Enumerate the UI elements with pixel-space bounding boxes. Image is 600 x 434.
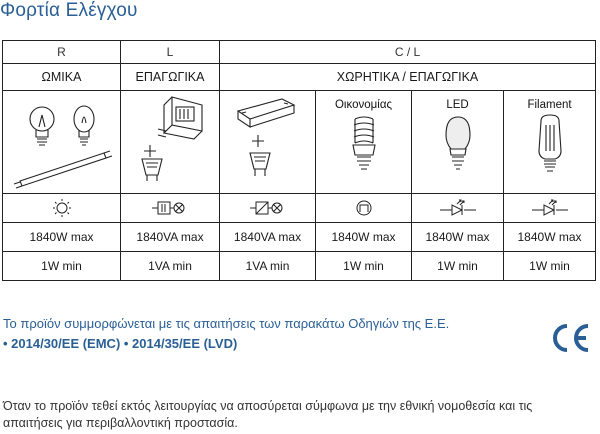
max-led: 1840W max	[412, 223, 504, 252]
cfl-symbol-icon	[353, 198, 375, 218]
electronic-driver-halogen-icon	[222, 91, 314, 191]
min-electronic: 1VA min	[220, 252, 316, 281]
max-electronic: 1840VA max	[220, 223, 316, 252]
load-table	[2, 40, 596, 281]
cell-symbol-led	[412, 194, 504, 223]
cell-symbol-inductive	[121, 194, 220, 223]
transformer-halogen-icon	[122, 91, 218, 191]
min-inductive: 1VA min	[121, 252, 220, 281]
max-cfl: 1840W max	[316, 223, 412, 252]
cell-cfl	[316, 91, 412, 194]
header-resistive: ΩΜΙΚΑ	[3, 64, 121, 91]
directives-text: • 2014/30/ΕΕ (EMC) • 2014/35/ΕΕ (LVD)	[3, 336, 238, 351]
header-r: R	[3, 41, 121, 64]
cell-led	[412, 91, 504, 194]
cell-symbol-resistive	[3, 194, 121, 223]
min-filament: 1W min	[504, 252, 596, 281]
max-filament: 1840W max	[504, 223, 596, 252]
electronic-transformer-symbol-icon	[248, 199, 288, 217]
max-row	[3, 223, 596, 252]
cell-resistive-illustration	[3, 91, 121, 194]
cell-symbol-filament	[504, 194, 596, 223]
page-title: Φορτία Ελέγχου	[0, 0, 138, 21]
min-led: 1W min	[412, 252, 504, 281]
led-symbol-icon	[530, 199, 570, 217]
min-cfl: 1W min	[316, 252, 412, 281]
compliance-text: Το προϊόν συμμορφώνεται με τις απαιτήσεις των παρακάτω Οδηγιών της Ε.Ε.	[3, 316, 450, 331]
cell-symbol-cfl	[316, 194, 412, 223]
ce-mark-icon	[548, 322, 592, 354]
header-cl: C / L	[220, 41, 596, 64]
header-inductive: ΕΠΑΓΩΓΙΚΑ	[121, 64, 220, 91]
cell-inductive-illustration	[121, 91, 220, 194]
caption-led: LED	[446, 99, 469, 111]
cfl-bulb-icon	[339, 111, 389, 181]
max-resistive: 1840W max	[3, 223, 121, 252]
cell-electronic-illustration	[220, 91, 316, 194]
min-resistive: 1W min	[3, 252, 121, 281]
incandescent-bulbs-icon	[6, 91, 118, 191]
led-symbol-icon	[438, 199, 478, 217]
symbol-row	[3, 194, 596, 223]
filament-bulb-icon	[525, 111, 575, 181]
header-capacitive-inductive: ΧΩΡΗΤΙΚΑ / ΕΠΑΓΩΓΙΚΑ	[220, 64, 596, 91]
transformer-symbol-icon	[150, 199, 190, 217]
illustration-row	[3, 91, 596, 194]
caption-filament: Filament	[527, 99, 572, 111]
header-row-name	[3, 64, 596, 91]
led-bulb-icon	[433, 111, 483, 181]
header-l: L	[121, 41, 220, 64]
caption-economy: Οικονομίας	[334, 99, 393, 111]
max-inductive: 1840VA max	[121, 223, 220, 252]
cell-filament	[504, 91, 596, 194]
lamp-symbol-icon	[50, 198, 74, 218]
header-row-type	[3, 41, 596, 64]
cell-symbol-electronic	[220, 194, 316, 223]
min-row	[3, 252, 596, 281]
disposal-text: Όταν το προϊόν τεθεί εκτός λειτουργίας να αποσύρεται σύμφωνα με την εθνική νομοθεσία και τις απαιτήσεις για περιβαλλοντική προστασία.	[3, 399, 533, 430]
